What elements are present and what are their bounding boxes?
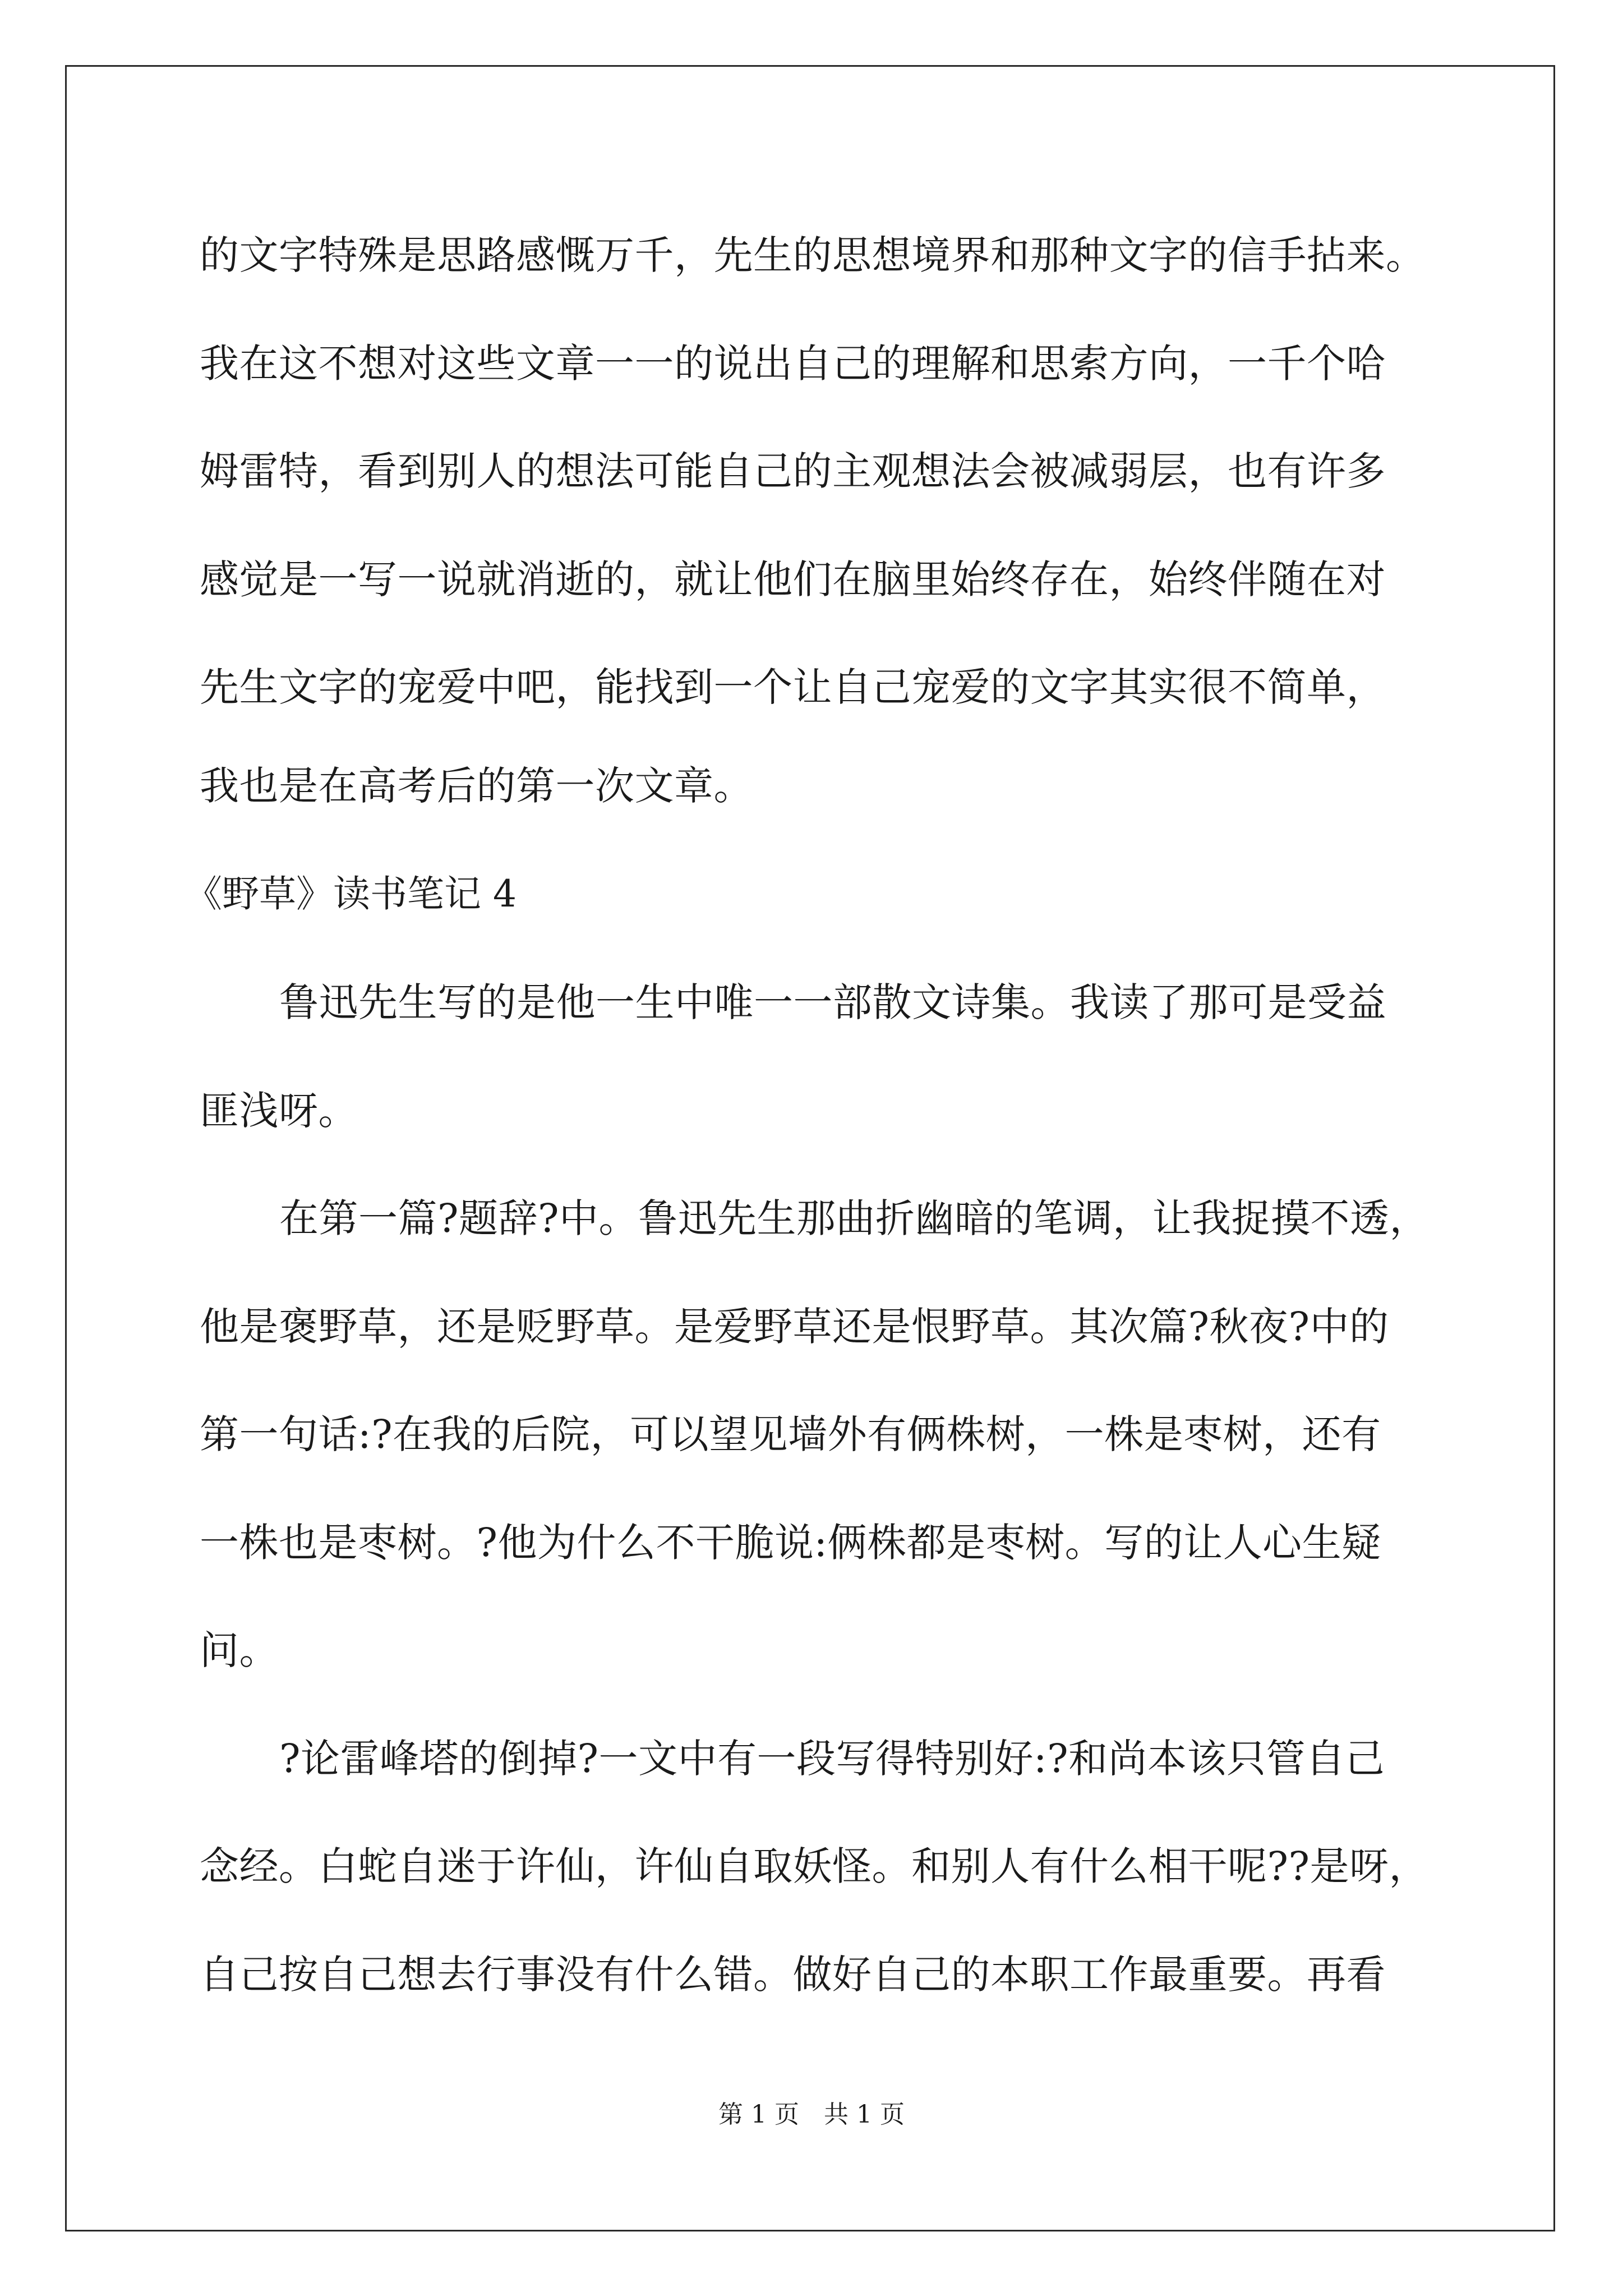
text-line: 自己按自己想去行事没有什么错。做好自己的本职工作最重要。再看 xyxy=(200,1952,1386,1998)
text-line: 鲁迅先生写的是他一生中唯一一部散文诗集。我读了那可是受益 xyxy=(279,979,1386,1025)
text-line: 先生文字的宠爱中吧，能找到一个让自己宠爱的文字其实很不简单， xyxy=(200,664,1386,710)
page-footer: 第 1 页 共 1 页 xyxy=(718,2100,905,2129)
text-line: 感觉是一写一说就消逝的，就让他们在脑里始终存在，始终伴随在对 xyxy=(200,556,1386,602)
text-line: 我在这不想对这些文章一一的说出自己的理解和思索方向，一千个哈 xyxy=(200,341,1386,386)
text-line: ?论雷峰塔的倒掉?一文中有一段写得特别好:?和尚本该只管自己 xyxy=(279,1736,1385,1782)
text-line: 姆雷特，看到别人的想法可能自己的主观想法会被减弱层，也有许多 xyxy=(200,448,1386,494)
text-line: 问。 xyxy=(200,1627,279,1673)
text-line: 念经。白蛇自迷于许仙，许仙自取妖怪。和别人有什么相干呢??是呀， xyxy=(200,1843,1429,1889)
text-line: 第一句话:?在我的后院，可以望见墙外有俩株树，一株是枣树，还有 xyxy=(200,1411,1381,1457)
text-line: 他是褒野草，还是贬野草。是爱野草还是恨野草。其次篇?秋夜?中的 xyxy=(200,1304,1389,1350)
section-heading: 《野草》读书笔记 4 xyxy=(185,872,517,915)
text-line: 的文字特殊是思路感慨万千，先生的思想境界和那种文字的信手拈来。 xyxy=(200,232,1426,278)
text-line: 我也是在高考后的第一次文章。 xyxy=(200,763,753,809)
text-line: 匪浅呀。 xyxy=(200,1088,358,1134)
text-line: 在第一篇?题辞?中。鲁迅先生那曲折幽暗的笔调，让我捉摸不透， xyxy=(279,1195,1430,1241)
text-line: 一株也是枣树。?他为什么不干脆说:俩株都是枣树。写的让人心生疑 xyxy=(200,1520,1381,1566)
